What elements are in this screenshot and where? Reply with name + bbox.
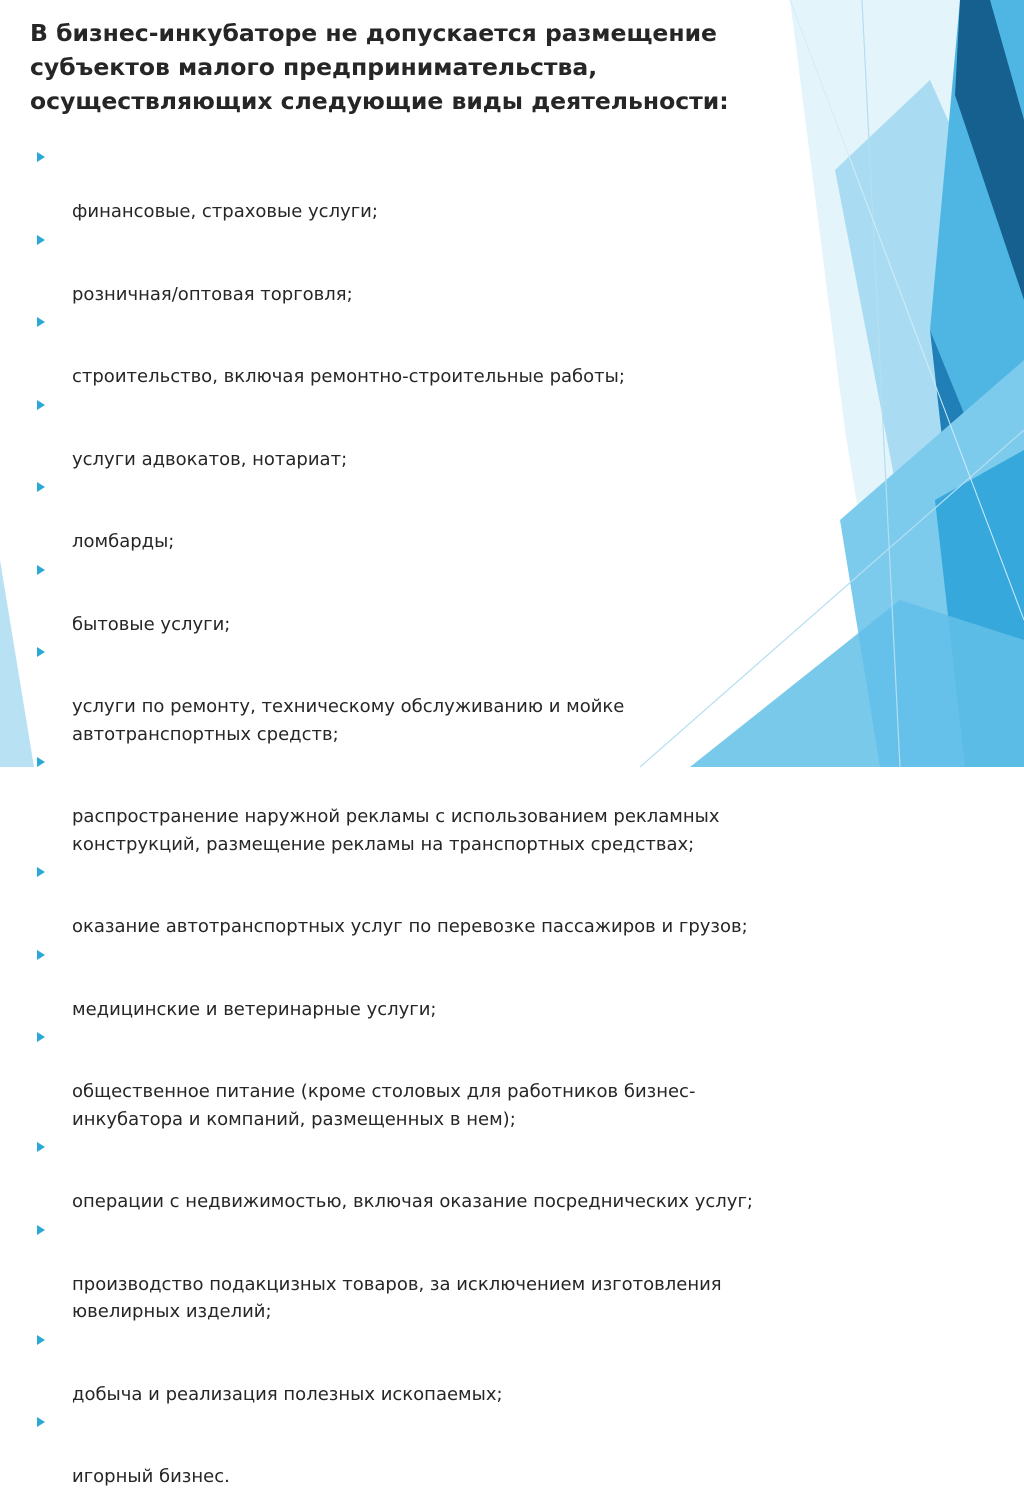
- right-triangle-bullet-icon: [37, 317, 45, 327]
- list-item: [32, 226, 832, 309]
- list-item-text: ломбарды;: [72, 531, 175, 552]
- list-item-text: оказание автотранспортных услуг по перевозке пассажиров и грузов;: [72, 916, 748, 937]
- list-item-text: услуги по ремонту, техническому обслуживанию и мойке автотранспортных средств;: [72, 696, 625, 745]
- right-triangle-bullet-icon: [37, 867, 45, 877]
- list-item: [32, 638, 832, 748]
- list-item-text: строительство, включая ремонтно-строительные работы;: [72, 366, 625, 387]
- list-item-text: услуги адвокатов, нотариат;: [72, 448, 348, 470]
- list-item: [32, 1326, 832, 1409]
- right-triangle-bullet-icon: [37, 647, 45, 657]
- list-item: [32, 1023, 832, 1133]
- list-item-text: медицинские и ветеринарные услуги;: [72, 998, 437, 1020]
- right-triangle-bullet-icon: [37, 1032, 45, 1042]
- list-item-text: игорный бизнес.: [72, 1466, 230, 1487]
- list-item-text: общественное питание (кроме столовых для работников бизнес- инкубатора и компаний, размещенных в нем);: [72, 1081, 696, 1130]
- list-item: [32, 941, 832, 1024]
- list-item-text: операции с недвижимостью, включая оказание посреднических услуг;: [72, 1191, 753, 1212]
- list-item-text: розничная/оптовая торговля;: [72, 283, 353, 305]
- slide-title: В бизнес-инкубаторе не допускается размещение субъектов малого предпринимательства, осуществляющих следующие виды деятельности:: [30, 19, 729, 115]
- list-item: [32, 473, 832, 556]
- right-triangle-bullet-icon: [37, 1335, 45, 1345]
- list-item: [32, 391, 832, 474]
- list-item: [32, 308, 832, 391]
- right-triangle-bullet-icon: [37, 482, 45, 492]
- right-triangle-bullet-icon: [37, 400, 45, 410]
- right-triangle-bullet-icon: [37, 235, 45, 245]
- list-item: [32, 1216, 832, 1326]
- left-facet: [0, 560, 34, 767]
- right-triangle-bullet-icon: [37, 1225, 45, 1235]
- list-item: [32, 1408, 832, 1491]
- list-item-text: производство подакцизных товаров, за исключением изготовления ювелирных изделий;: [72, 1273, 722, 1322]
- list-item-text: финансовые, страховые услуги;: [72, 201, 378, 222]
- right-triangle-bullet-icon: [37, 152, 45, 162]
- bullet-list: [32, 143, 832, 1491]
- list-item: [32, 143, 832, 226]
- list-item-text: добыча и реализация полезных ископаемых;: [72, 1383, 503, 1405]
- right-triangle-bullet-icon: [37, 950, 45, 960]
- list-item: [32, 1133, 832, 1216]
- right-triangle-bullet-icon: [37, 757, 45, 767]
- list-item: [32, 748, 832, 858]
- list-item-text: распространение наружной рекламы с использованием рекламных конструкций, размещение рекламы на транспортных средствах;: [72, 806, 720, 855]
- list-item: [32, 556, 832, 639]
- right-triangle-bullet-icon: [37, 565, 45, 575]
- right-triangle-bullet-icon: [37, 1417, 45, 1427]
- right-triangle-bullet-icon: [37, 1142, 45, 1152]
- list-item: [32, 858, 832, 941]
- list-item-text: бытовые услуги;: [72, 613, 231, 635]
